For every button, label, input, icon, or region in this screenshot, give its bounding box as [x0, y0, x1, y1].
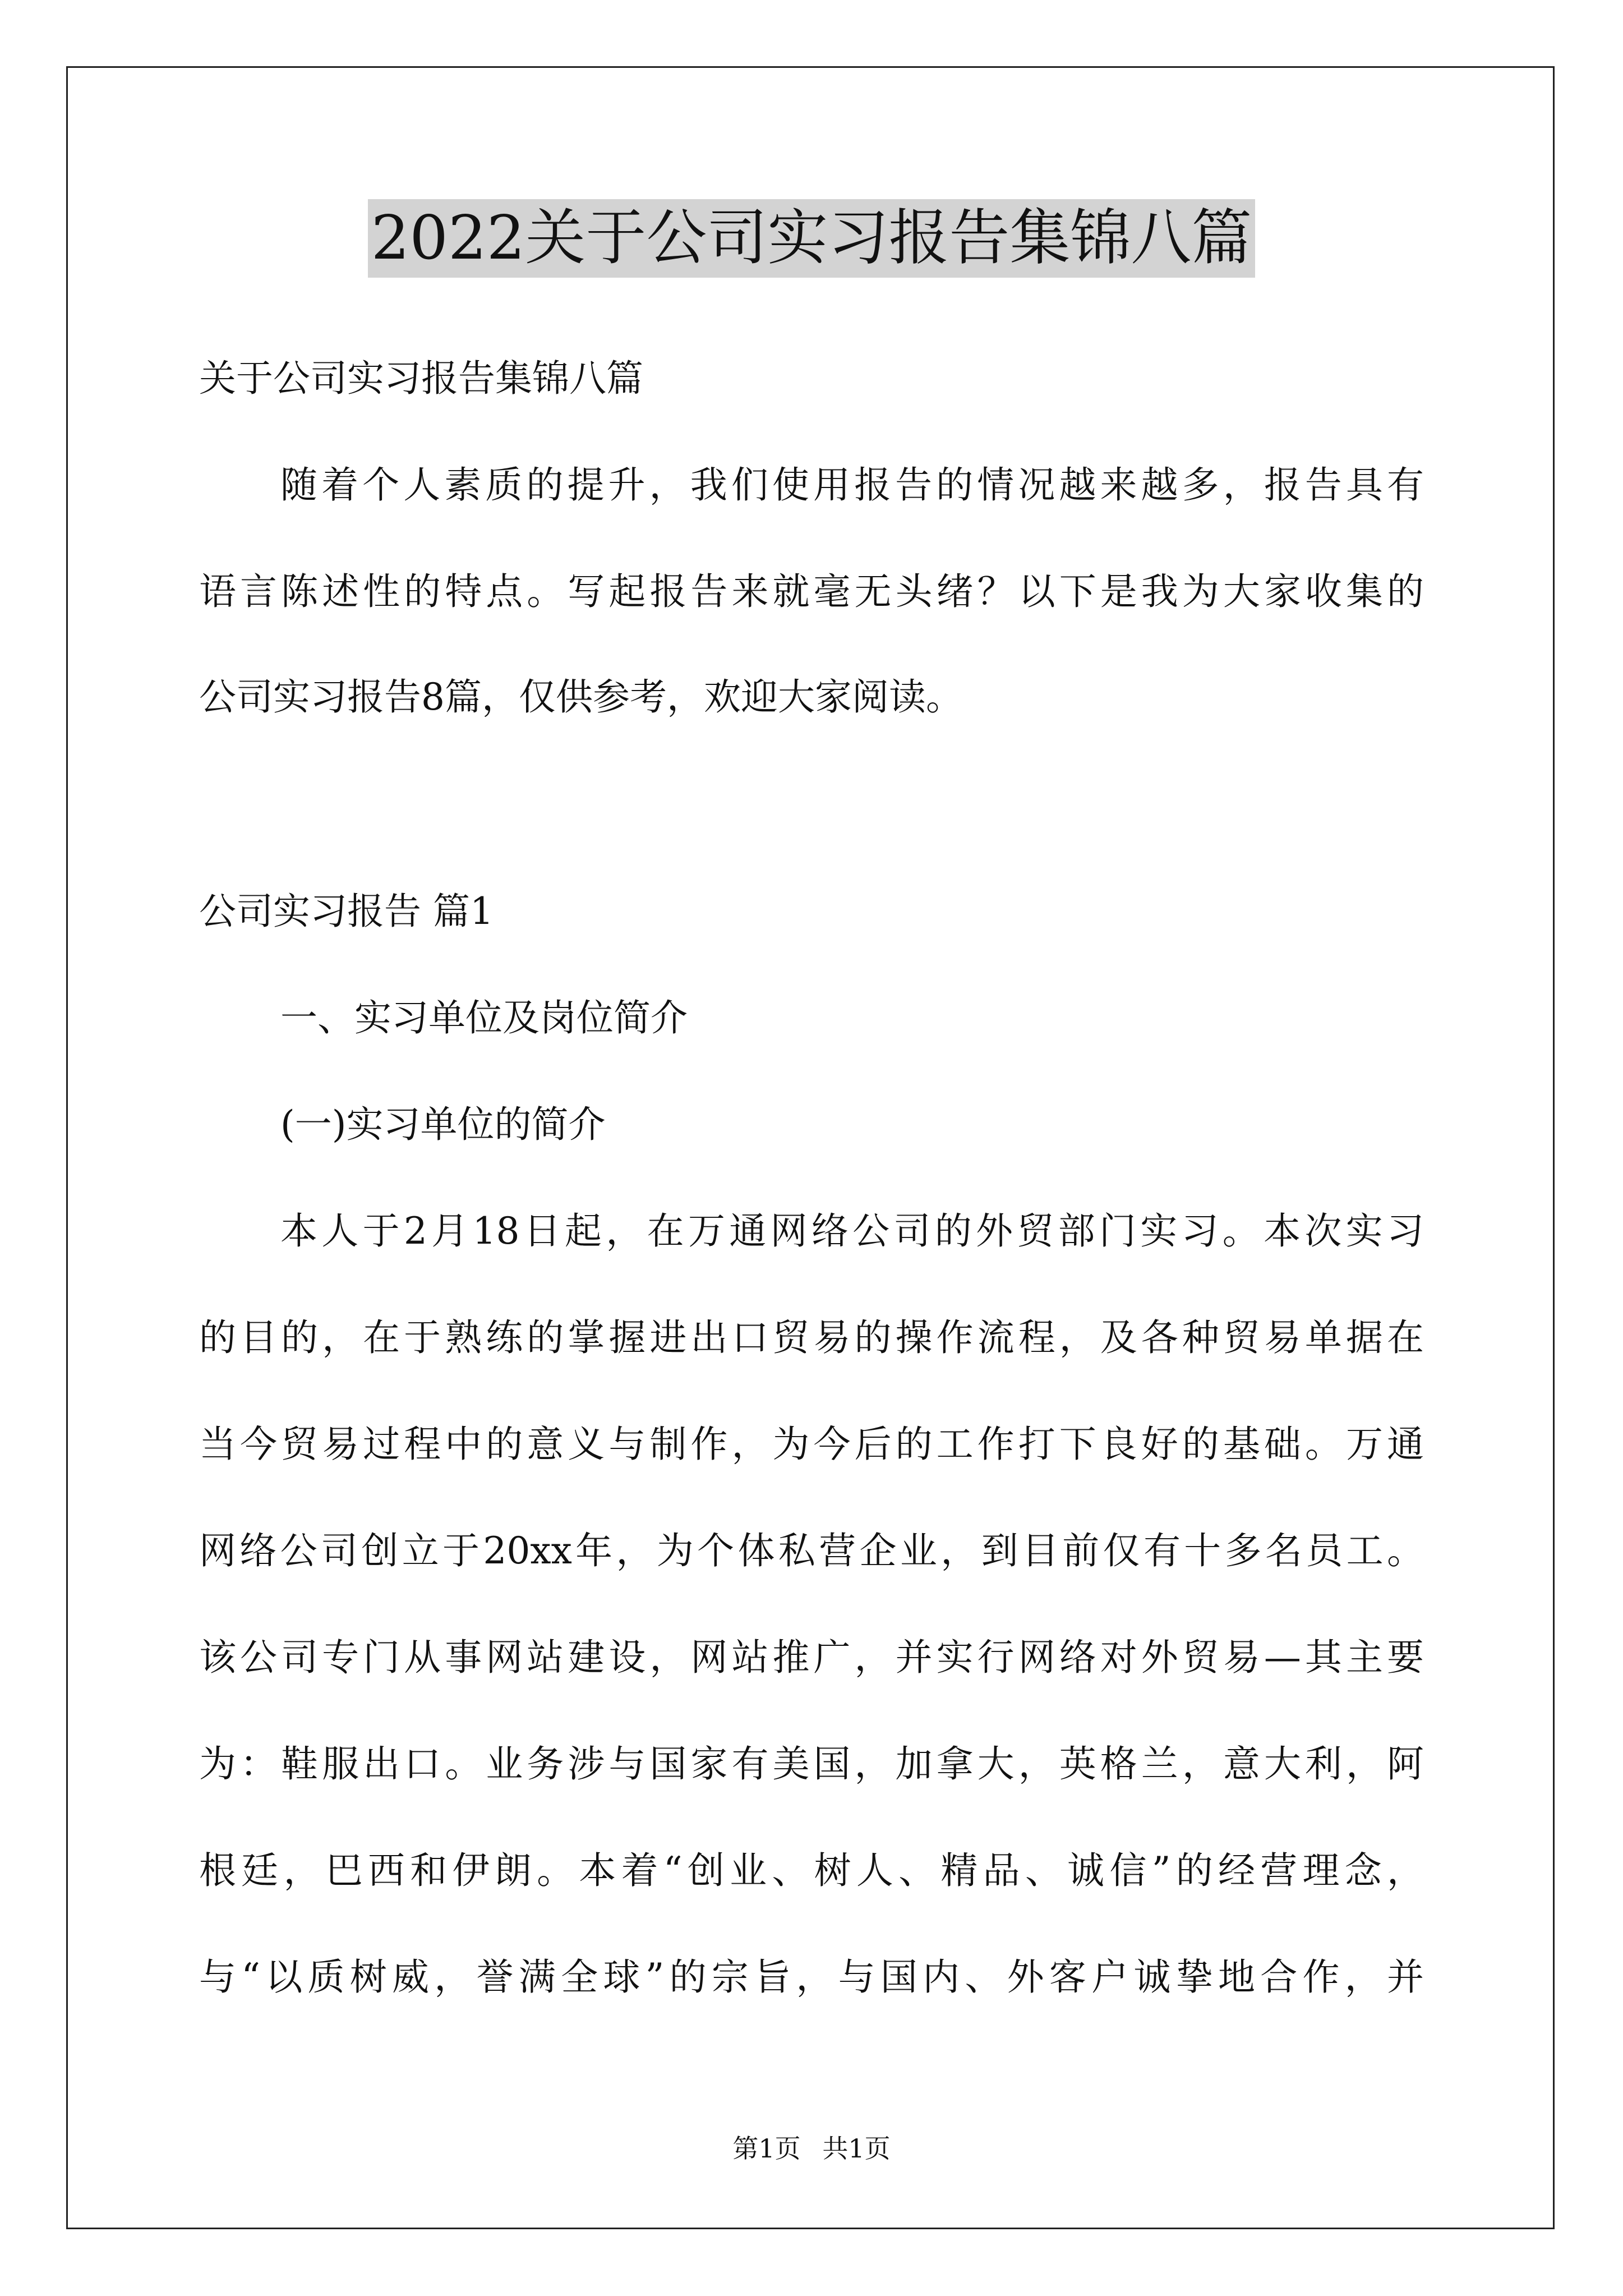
section-title: 公司实习报告 篇1 — [199, 890, 494, 933]
page-total: 共1页 — [822, 2133, 891, 2164]
body-line: 的目的，在于熟练的掌握进出口贸易的操作流程，及各种贸易单据在 — [199, 1316, 1424, 1359]
page-footer — [0, 2132, 1623, 2165]
document-title: 2022关于公司实习报告集锦八篇 — [368, 199, 1256, 278]
body-line: 网络公司创立于20xx年，为个体私营企业，到目前仅有十多名员工。 — [199, 1529, 1424, 1572]
body-line: 为：鞋服出口。业务涉与国家有美国，加拿大，英格兰，意大利，阿 — [199, 1742, 1424, 1786]
body-line: 根廷，巴西和伊朗。本着“创业、树人、精品、诚信”的经营理念， — [199, 1849, 1424, 1892]
body-line: 当今贸易过程中的意义与制作，为今后的工作打下良好的基础。万通 — [199, 1423, 1424, 1466]
heading-level-1: 一、实习单位及岗位简介 — [280, 996, 688, 1039]
body-line: 与“以质树威，誉满全球”的宗旨，与国内、外客户诚挚地合作，并 — [199, 1955, 1424, 1999]
intro-line: 语言陈述性的特点。写起报告来就毫无头绪？以下是我为大家收集的 — [199, 570, 1424, 613]
document-subtitle: 关于公司实习报告集锦八篇 — [199, 357, 643, 400]
heading-level-2: (一)实习单位的简介 — [280, 1103, 606, 1146]
page-number: 第1页 — [732, 2133, 801, 2164]
title-container — [0, 199, 1623, 278]
body-line: 本人于2月18日起，在万通网络公司的外贸部门实习。本次实习 — [280, 1209, 1424, 1253]
intro-line: 公司实习报告8篇，仅供参考，欢迎大家阅读。 — [199, 675, 963, 719]
body-line: 该公司专门从事网站建设，网站推广，并实行网络对外贸易—其主要 — [199, 1636, 1424, 1679]
intro-line: 随着个人素质的提升，我们使用报告的情况越来越多，报告具有 — [280, 463, 1424, 507]
